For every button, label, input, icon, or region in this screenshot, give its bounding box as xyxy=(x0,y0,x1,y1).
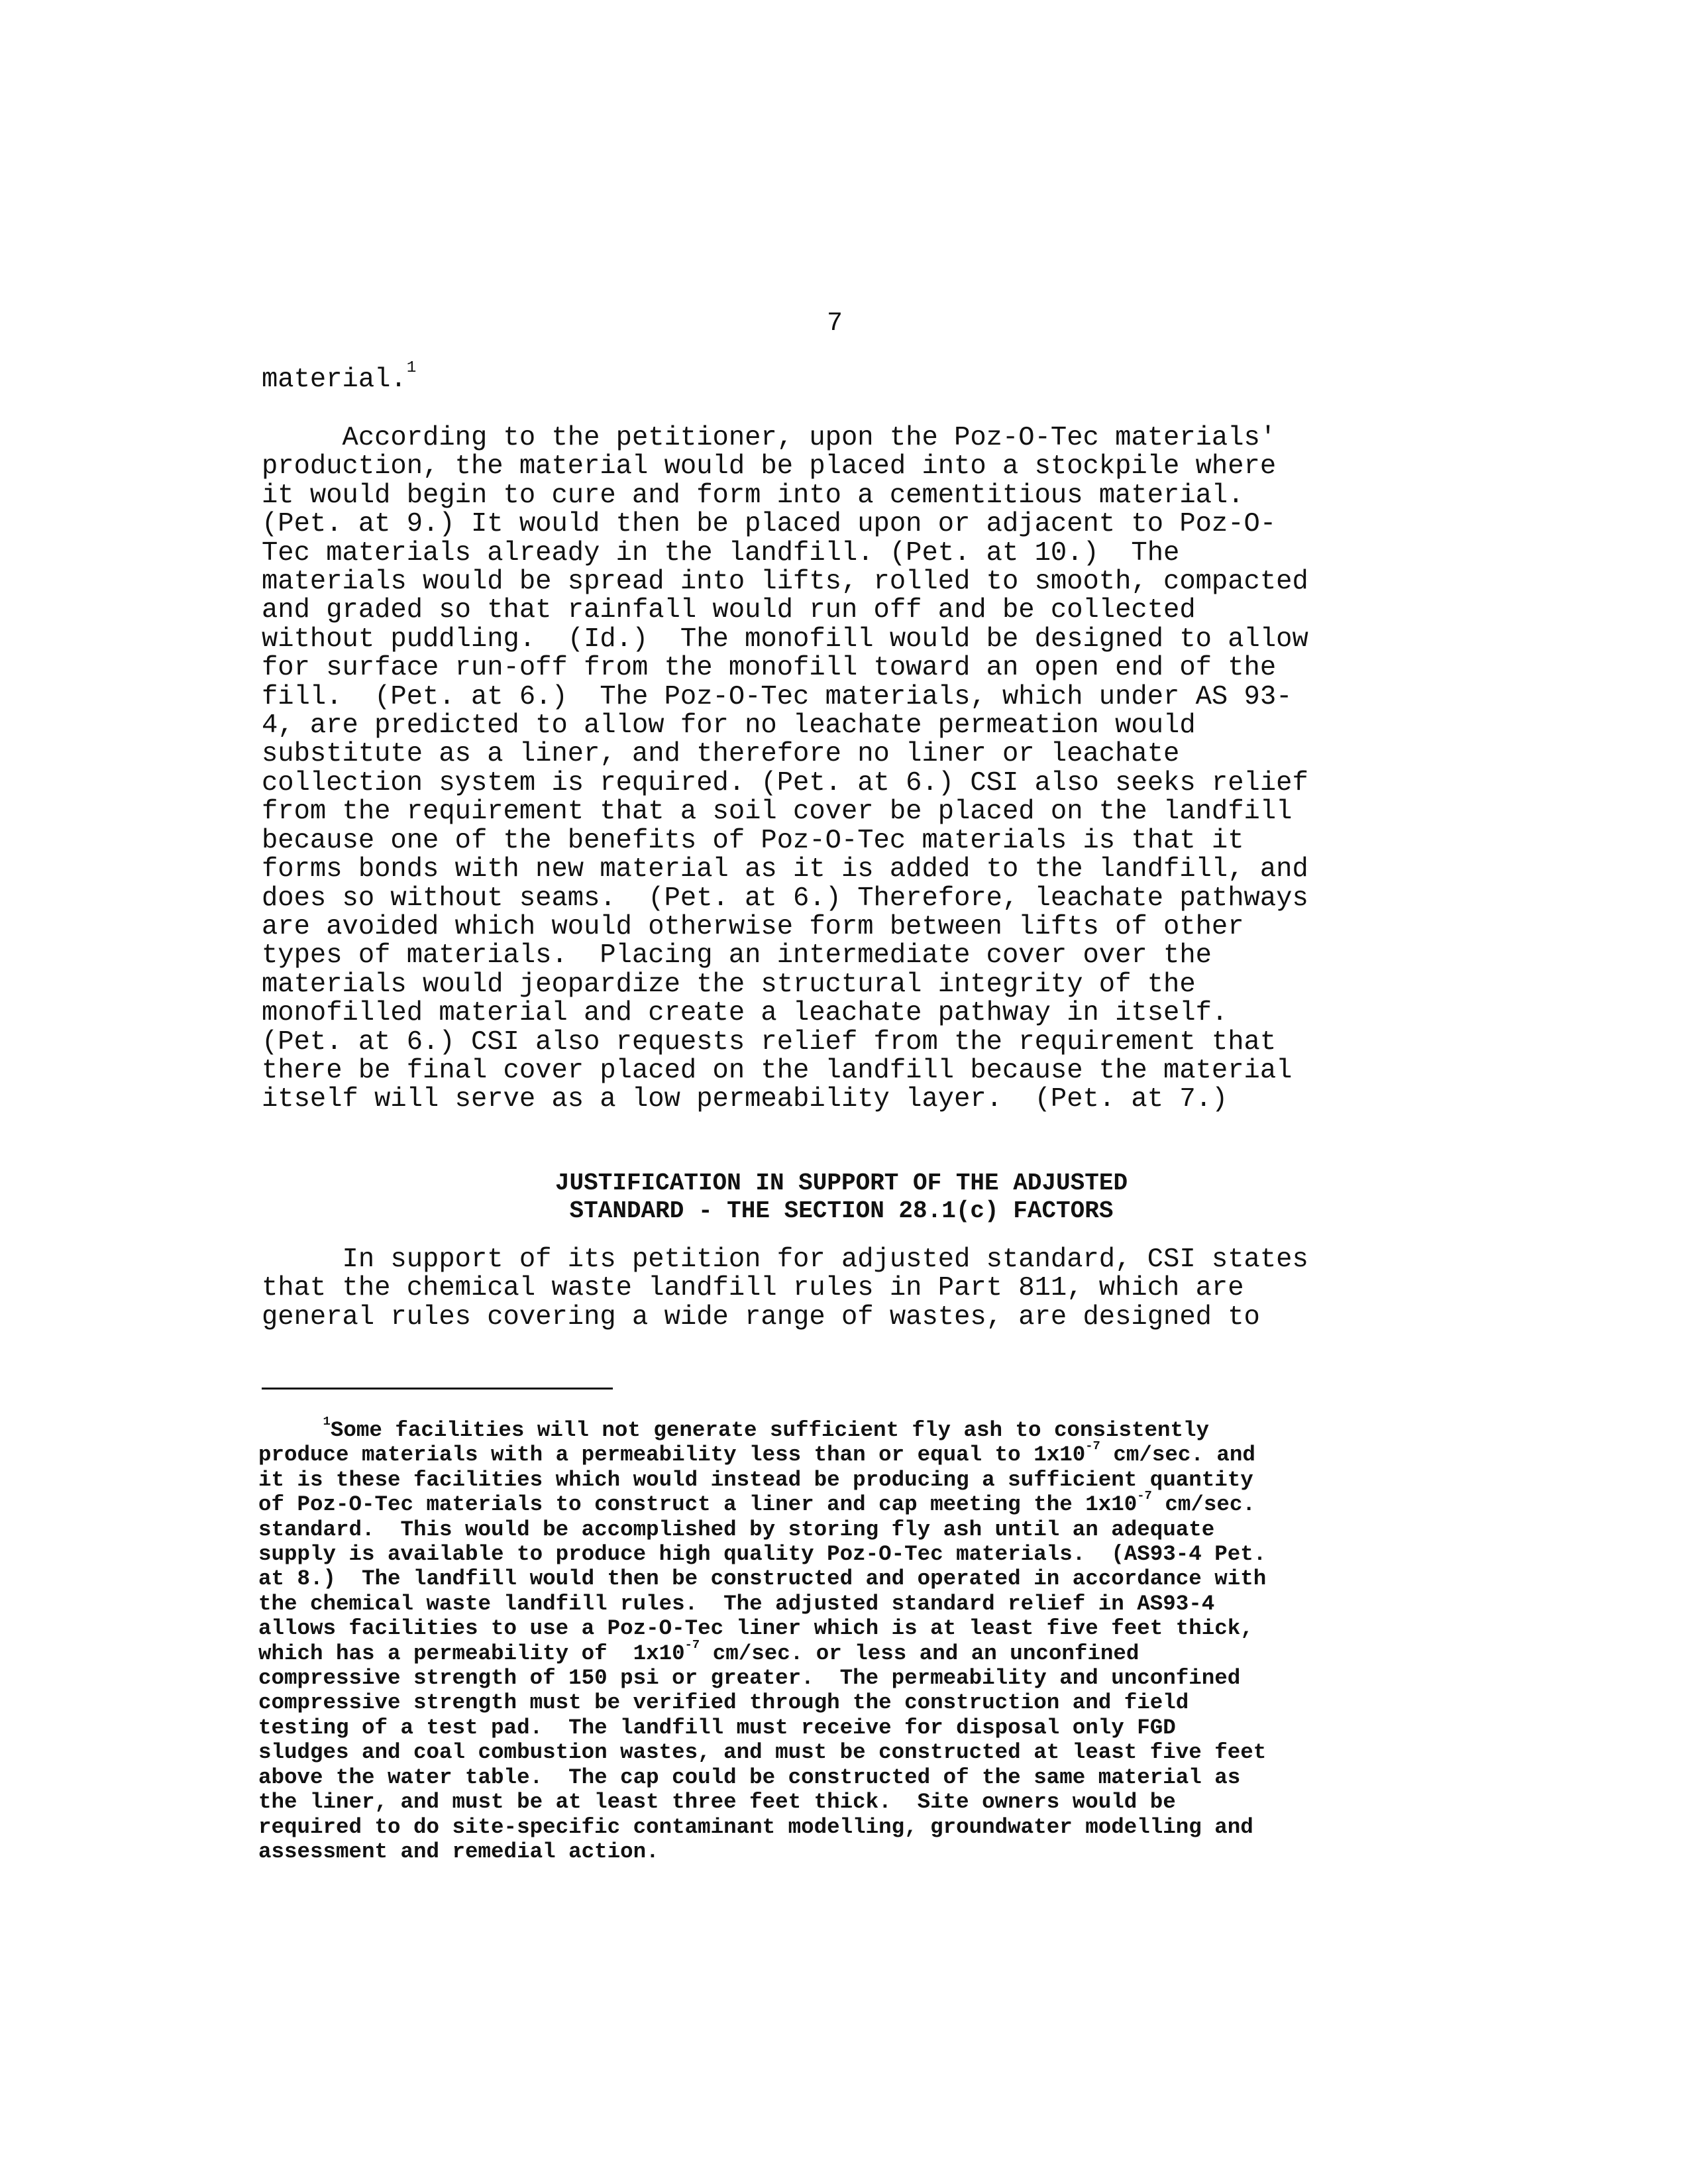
exponent: -7 xyxy=(1085,1439,1100,1454)
footnote-line: produce materials with a permeability less than or equal to 1x10$^{-7}$ cm/sec. and xyxy=(258,1439,1255,1468)
continuation-line xyxy=(262,359,1428,395)
footnote-line: at 8.) The landfill would then be constructed and operated in accordance with xyxy=(258,1566,1267,1592)
footnote-line: compressive strength must be verified through the construction and field xyxy=(258,1690,1189,1716)
footnote-reference: 1 xyxy=(406,359,417,378)
footnote-line: the liner, and must be at least three feet thick. Site owners would be xyxy=(258,1790,1176,1815)
footnote-line: above the water table. The cap could be constructed of the same material as xyxy=(258,1765,1241,1790)
page-number: 7 xyxy=(826,309,843,339)
footnote-line: assessment and remedial action. xyxy=(258,1839,659,1864)
footnote xyxy=(258,1414,1431,1864)
heading-line-2: STANDARD - THE SECTION 28.1(c) FACTORS xyxy=(569,1197,1114,1225)
section-heading xyxy=(262,1170,1421,1225)
footnote-line: of Poz-O-Tec materials to construct a liner and cap meeting the 1x10$^{-7}$ cm/sec. xyxy=(258,1488,1255,1517)
footnote-line: required to do site-specific contaminant modelling, groundwater modelling and xyxy=(258,1814,1253,1839)
footnote-line: testing of a test pad. The landfill must receive for disposal only FGD xyxy=(258,1715,1176,1740)
footnote-line: which has a permeability of 1x10$^{-7}$ cm/sec. or less and an unconfined xyxy=(258,1637,1140,1666)
exponent: -7 xyxy=(1137,1488,1152,1503)
footnote-line: the chemical waste landfill rules. The adjusted standard relief in AS93-4 xyxy=(258,1591,1215,1616)
footnote-marker: 1 xyxy=(323,1414,331,1429)
footnote-line: allows facilities to use a Poz-O-Tec liner which is at least five feet thick, xyxy=(258,1616,1253,1641)
exponent: -7 xyxy=(684,1637,700,1652)
continuation-text: material. xyxy=(262,364,407,395)
footnote-line: standard. This would be accomplished by storing fly ash until an adequate xyxy=(258,1517,1215,1542)
footnote-divider xyxy=(262,1388,613,1390)
footnote-line: sludges and coal combustion wastes, and must be constructed at least five feet xyxy=(258,1740,1267,1765)
footnote-line: supply is available to produce high quality Poz-O-Tec materials. (AS93-4 Pet. xyxy=(258,1542,1267,1567)
heading-line-1: JUSTIFICATION IN SUPPORT OF THE ADJUSTED xyxy=(555,1170,1128,1197)
petitioner-paragraph: According to the petitioner, upon the Poz-O-Tec materials' production, the material would be placed into a stockpile where it would begin to cure and form into a cementitious material. (Pet. at 9.) It would then be placed upon or adjacent to Poz-O- Tec materials already in the landfill. (Pet. at 10.) The materials would be spread into lifts, rolled to smooth, compacted and graded so that rainfall would run off and be collected without puddling. (Id.) The monofill would be designed to allow for surface run-off from the monofill toward an open end of the fill. (Pet. at 6.) The Poz-O-Tec materials, which under AS 93- 4, are predicted to allow for no leachate permeation would substitute as a liner, and therefore no liner or leachate collection system is required. (Pet. at 6.) CSI also seeks relief from the requirement that a soil cover be placed on the landfill because one of the benefits of Poz-O-Tec materials is that it forms bonds with new material as it is added to the landfill, and does so without seams. (Pet. at 6.) Therefore, leachate pathways are avoided which would otherwise form between lifts of other types of materials. Placing an intermediate cover over the materials would jeopardize the structural integrity of the monofilled material and create a leachate pathway in itself. (Pet. at 6.) CSI also requests relief from the requirement that there be final cover placed on the landfill because the material itself will serve as a low permeability layer. (Pet. at 7.) xyxy=(262,423,1308,1115)
footnote-line: $^1$Some facilities will not generate sufficient fly ash to consistently xyxy=(323,1414,1210,1443)
footnote-line: compressive strength of 150 psi or greater. The permeability and unconfined xyxy=(258,1666,1241,1691)
support-paragraph: In support of its petition for adjusted standard, CSI states that the chemical waste landfill rules in Part 811, which are general rules covering a wide range of wastes, are designed to xyxy=(262,1244,1308,1333)
footnote-line: it is these facilities which would instead be producing a sufficient quantity xyxy=(258,1467,1253,1492)
